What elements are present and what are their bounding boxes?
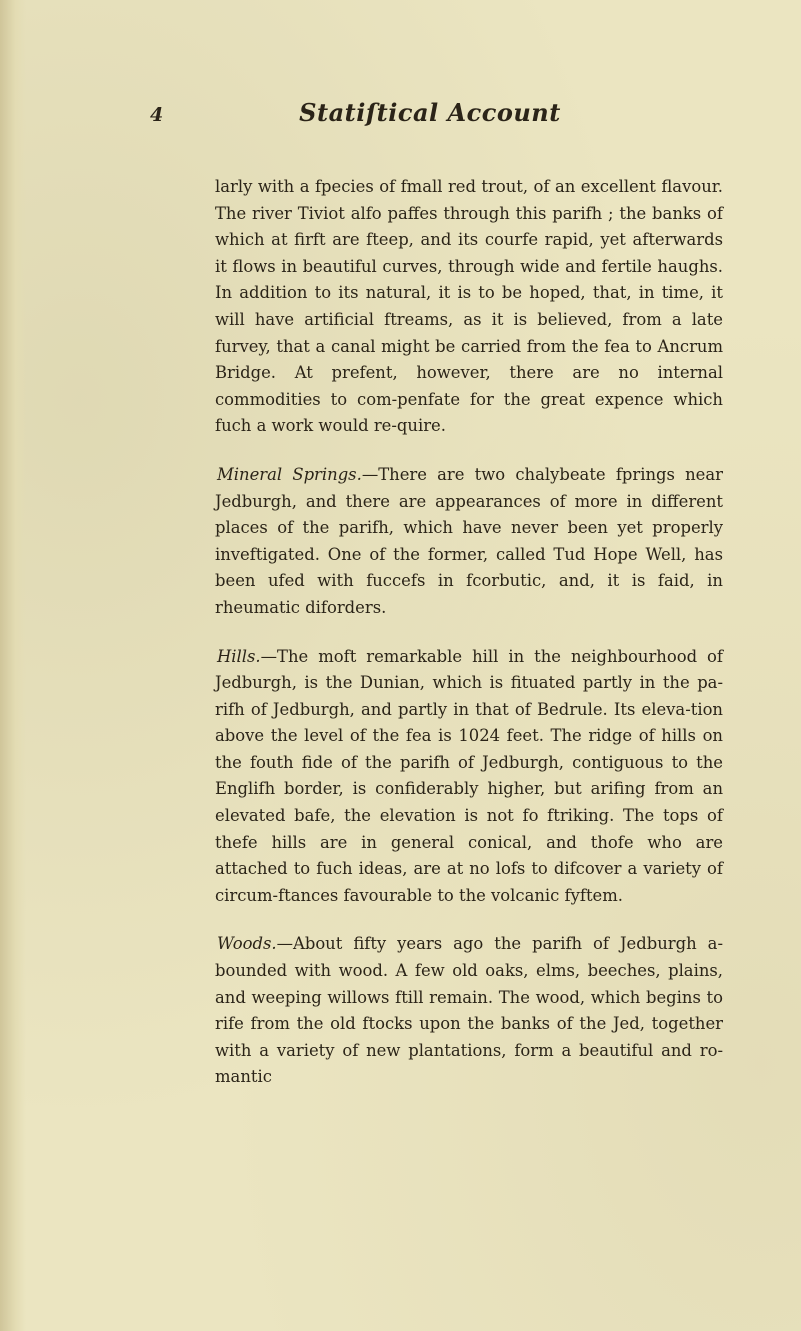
paragraph-heading: Mineral Springs. xyxy=(217,464,362,484)
paragraph-trout xyxy=(215,174,723,440)
paragraph-hills xyxy=(215,644,723,910)
running-head: Statiſtical Account xyxy=(299,98,561,127)
paragraph-text: larly with a fpecies of fmall red trout, of an excellent flavour. The river Tiviot alfo paffes through this parifh ; the banks of which at firft are fteep, and its courfe rapid, yet afterwards it flows in beautiful curves, through wide and fertile haughs. In addition to its natural, it is to be hoped, that, in time, it will have artificial ftreams, as it is believed, from a late furvey, that a canal might be carried from the fea to Ancrum Bridge. At prefent, however, there are no internal commodities to com-penfate for the great expence which fuch a work would re-quire. xyxy=(215,177,723,436)
page-number: 4 xyxy=(150,104,164,126)
paragraph-text: —The moft remarkable hill in the neighbourhood of Jedburgh, is the Dunian, which is fituated partly in the pa-rifh of Jedburgh, and partly in that of Bedrule. Its eleva-tion above the level of the fea is 1024 feet. The ridge of hills on the fouth fide of the parifh of Jedburgh, contiguous to the Englifh border, is confiderably higher, but arifing from an elevated bafe, the elevation is not fo ftriking. The tops of thefe hills are in general conical, and thofe who are attached to fuch ideas, are at no lofs to difcover a variety of circum-ftances favourable to the volcanic fyftem. xyxy=(215,646,723,905)
page-gutter-shadow xyxy=(0,0,26,1331)
paragraph-text: —About fifty years ago the parifh of Jedburgh a-bounded with wood. A few old oaks, elms, beeches, plains, and weeping willows ftill remain. The wood, which begins to rife from the old ftocks upon the banks of the Jed, together with a variety of new plantations, form a beautiful and ro-mantic xyxy=(215,934,723,1087)
page-header xyxy=(150,98,710,138)
paragraph-woods xyxy=(215,931,723,1091)
paragraph-heading: Woods. xyxy=(217,934,277,954)
paragraph-text: —There are two chalybeate fprings near Jedburgh, and there are appearances of more in different places of the parifh, which have never been yet properly inveftigated. One of the former, called Tud Hope Well, has been ufed with fuccefs in fcorbutic, and, it is faid, in rheumatic diforders. xyxy=(215,464,723,617)
body-text xyxy=(215,174,723,1113)
paragraph-heading: Hills. xyxy=(217,646,261,666)
paragraph-mineral-springs xyxy=(215,462,723,622)
